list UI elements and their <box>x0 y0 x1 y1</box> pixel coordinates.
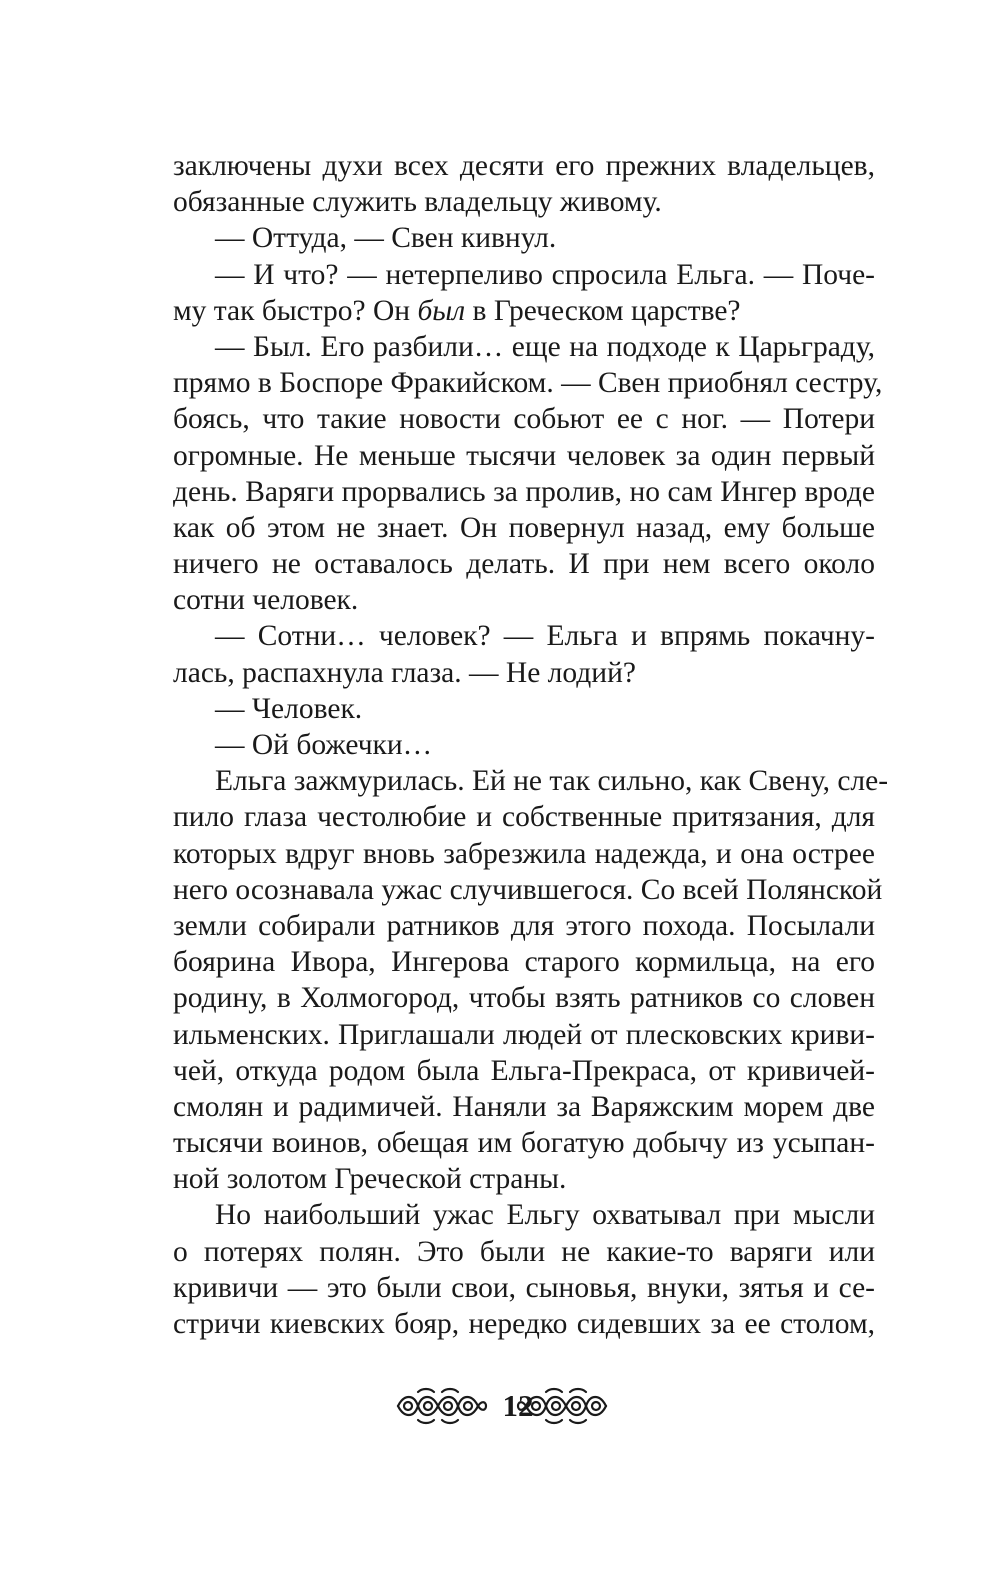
text-line: лась, распахнула глаза. — Не лодий? <box>173 656 636 689</box>
text-line: Но наибольший ужас Ельгу охватывал при мысли <box>215 1199 875 1232</box>
text-line: которых вдруг вновь забрезжила надежда, и она острее <box>173 837 875 870</box>
text-line: боярина Ивора, Ингерова старого кормильца, на его <box>173 946 875 979</box>
text-line: кривичи — это были свои, сыновья, внуки, зятья и се- <box>173 1271 875 1304</box>
text-line: — Оттуда, — Свен кивнул. <box>215 222 557 255</box>
text-line: чей, откуда родом была Ельга-Прекраса, от кривичей- <box>173 1054 875 1087</box>
text-fragment: в Греческом царстве? <box>465 294 741 327</box>
text-line <box>173 293 875 329</box>
text-line: — Ой божечки… <box>215 729 433 761</box>
text-line: пило глаза честолюбие и собственные притязания, для <box>173 801 875 834</box>
celtic-knot-ornament-icon <box>394 1384 490 1428</box>
page-footer <box>0 1378 1000 1438</box>
text-line: как об этом не знает. Он повернул назад, ему больше <box>173 511 875 544</box>
text-line: родину, в Холмогород, чтобы взять ратников со словен <box>173 982 875 1015</box>
celtic-knot-ornament-icon <box>514 1384 610 1428</box>
text-line: ничего не оставалось делать. И при нем всего около <box>173 548 875 581</box>
text-line: прямо в Боспоре Фракийском. — Свен приобнял сестру, <box>173 367 883 400</box>
text-line: заключены духи всех десяти его прежних владельцев, <box>173 150 875 182</box>
text-line: земли собирали ратников для этого похода. Посылали <box>173 909 875 942</box>
text-line: — Сотни… человек? — Ельга и впрямь покачну- <box>215 620 875 653</box>
text-line: день. Варяги прорвались за пролив, но сам Ингер вроде <box>173 475 875 508</box>
text-line: ной золотом Греческой страны. <box>173 1163 567 1196</box>
text-line: — И что? — нетерпеливо спросила Ельга. — Поче- <box>215 258 875 291</box>
text-line: о потерях полян. Это были не какие-то варяги или <box>173 1235 875 1268</box>
text-line: огромные. Не меньше тысячи человек за один первый <box>173 439 875 472</box>
text-line: Ельга зажмурилась. Ей не так сильно, как Свену, сле- <box>215 765 889 798</box>
text-line: стричи киевских бояр, нередко сидевших за ее столом, <box>173 1308 875 1340</box>
text-line: смолян и радимичей. Наняли за Варяжским морем две <box>173 1090 875 1123</box>
text-line: — Человек. <box>215 692 363 725</box>
text-fragment: му так быстро? Он <box>173 294 418 327</box>
page-number: 12 <box>502 1388 534 1423</box>
text-line: тысячи воинов, обещая им богатую добычу из усыпан- <box>173 1127 875 1160</box>
body-text <box>173 148 889 1342</box>
text-line: обязанные служить владельцу живому. <box>173 186 662 219</box>
text-line: него осознавала ужас случившегося. Со всей Полянской <box>173 873 883 906</box>
text-line: сотни человек. <box>173 584 359 617</box>
text-line: ильменских. Приглашали людей от плесковских криви- <box>173 1018 875 1051</box>
text-line: боясь, что такие новости собьют ее с ног. — Потери <box>173 403 875 436</box>
text-line: — Был. Его разбили… еще на подходе к Царьграду, <box>215 330 875 363</box>
emphasis-word: был <box>417 294 466 327</box>
